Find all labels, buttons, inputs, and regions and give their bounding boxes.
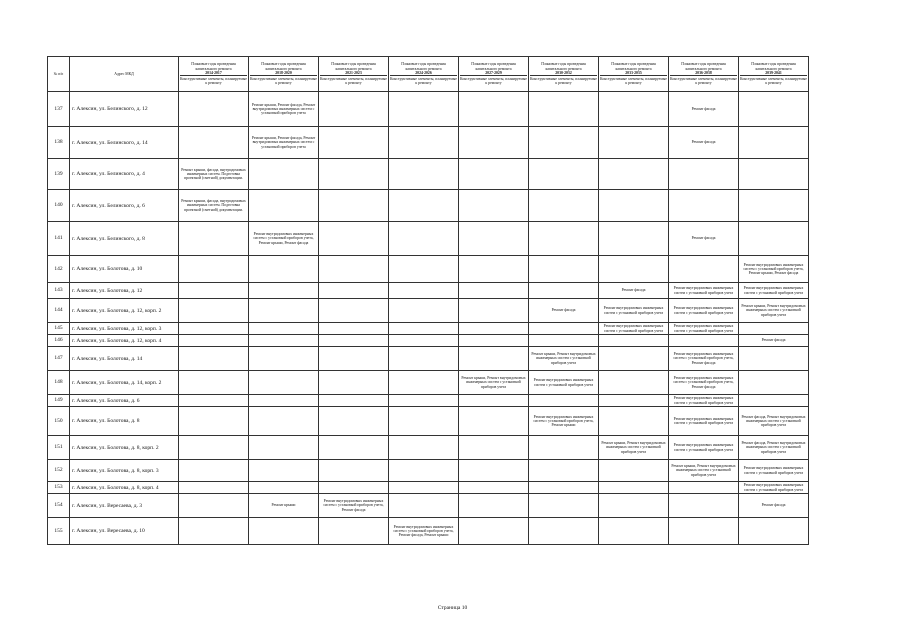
table-row [48, 159, 809, 190]
repair-work-cell [319, 335, 389, 347]
repair-work-cell: Ремонт внутридомовых инженерных систем с установкой приборов учета, Ремонт фасада [319, 494, 389, 518]
row-address: г. Алексин, ул. Болотова, д. 12 [70, 283, 179, 299]
header-period-label: Плановые годы проведения капитального ремонта [191, 62, 236, 71]
repair-work-cell [459, 395, 529, 407]
repair-work-cell [249, 518, 319, 545]
repair-work-cell: Ремонт внутридомовых инженерных систем с установкой приборов учета [529, 371, 599, 395]
repair-work-cell [389, 494, 459, 518]
repair-work-cell [389, 371, 459, 395]
header-period [669, 57, 739, 92]
repair-work-cell [249, 347, 319, 371]
repair-work-cell [179, 395, 249, 407]
repair-work-cell [599, 460, 669, 482]
header-period-years: 2039-2041 [740, 71, 807, 76]
header-period [599, 57, 669, 92]
header-period-elements: Конструктивные элементы, планируемые к ремонту [320, 77, 387, 86]
repair-work-cell [389, 436, 459, 460]
repair-work-cell: Ремонт крыши, Ремонт внутридомовых инженерных систем с установкой приборов учета [739, 299, 809, 323]
table-row [48, 222, 809, 256]
repair-work-cell [739, 222, 809, 256]
repair-work-cell [249, 190, 319, 222]
repair-work-cell [459, 482, 529, 494]
repair-work-cell: Ремонт внутридомовых инженерных систем с установкой приборов учета, Ремонт фасада [669, 347, 739, 371]
repair-work-cell [599, 190, 669, 222]
row-address: г. Алексин, ул. Болотова, д. 8, корп. 4 [70, 482, 179, 494]
repair-work-cell [179, 127, 249, 159]
repair-work-cell [669, 494, 739, 518]
repair-work-cell [389, 127, 459, 159]
repair-work-cell [389, 347, 459, 371]
repair-work-cell [249, 283, 319, 299]
repair-work-cell: Ремонт внутридомовых инженерных систем с установкой приборов учета [669, 407, 739, 436]
repair-work-cell: Ремонт фасада, Ремонт внутридомовых инженерных систем с установкой приборов учета [739, 407, 809, 436]
repair-work-cell [459, 92, 529, 127]
repair-work-cell [319, 371, 389, 395]
repair-work-cell: Ремонт внутридомовых инженерных систем с установкой приборов учета [669, 436, 739, 460]
repair-work-cell [599, 407, 669, 436]
row-number: 150 [48, 407, 70, 436]
repair-work-cell [179, 92, 249, 127]
repair-work-cell: Ремонт внутридомовых инженерных систем с установкой приборов учета [669, 395, 739, 407]
repair-work-cell [389, 92, 459, 127]
header-period-label: Плановые годы проведения капитального ремонта [541, 62, 586, 71]
repair-work-cell [459, 283, 529, 299]
row-number: 146 [48, 335, 70, 347]
repair-work-cell [179, 494, 249, 518]
row-address: г. Алексин, ул. Болотова, д. 8, корп. 2 [70, 436, 179, 460]
repair-work-cell: Ремонт фасада [669, 92, 739, 127]
row-address: г. Алексин, ул. Вересаева, д. 3 [70, 494, 179, 518]
row-number: 152 [48, 460, 70, 482]
repair-work-cell [389, 323, 459, 335]
header-period-label: Плановые годы проведения капитального ремонта [401, 62, 446, 71]
repair-work-cell [739, 395, 809, 407]
repair-work-cell [319, 299, 389, 323]
row-address: г. Алексин, ул. Болотова, д. 12, корп. 2 [70, 299, 179, 323]
repair-work-cell [319, 283, 389, 299]
repair-work-cell [319, 190, 389, 222]
row-address: г. Алексин, ул. Болотова, д. 14, корп. 2 [70, 371, 179, 395]
repair-work-cell [529, 283, 599, 299]
repair-work-cell [529, 92, 599, 127]
repair-work-cell [599, 127, 669, 159]
repair-work-cell: Ремонт фасада [669, 127, 739, 159]
header-period-label: Плановые годы проведения капитального ремонта [471, 62, 516, 71]
repair-work-cell [319, 518, 389, 545]
repair-work-cell [529, 159, 599, 190]
repair-work-cell [389, 283, 459, 299]
table-row [48, 323, 809, 335]
repair-work-cell [529, 436, 599, 460]
row-number: 148 [48, 371, 70, 395]
row-address: г. Алексин, ул. Белинского, д. 6 [70, 190, 179, 222]
repair-work-cell [459, 323, 529, 335]
repair-work-cell: Ремонт фасада [529, 299, 599, 323]
repair-work-cell [599, 518, 669, 545]
repair-work-cell: Ремонт крыши, Ремонт внутридомовых инженерных систем с установкой приборов учета [529, 347, 599, 371]
table-row [48, 347, 809, 371]
header-period-years: 2027-2029 [460, 71, 527, 76]
repair-work-cell [389, 299, 459, 323]
repair-work-cell [249, 256, 319, 283]
repair-work-cell [249, 371, 319, 395]
table-row [48, 92, 809, 127]
row-address: г. Алексин, ул. Белинского, д. 4 [70, 159, 179, 190]
repair-work-cell [459, 159, 529, 190]
table-row [48, 299, 809, 323]
repair-work-cell: Ремонт крыши, Ремонт внутридомовых инженерных систем с установкой приборов учета [599, 436, 669, 460]
repair-work-cell [599, 222, 669, 256]
repair-work-cell: Ремонт фасада [739, 335, 809, 347]
row-number: 140 [48, 190, 70, 222]
repair-work-cell [529, 335, 599, 347]
repair-work-cell [669, 335, 739, 347]
row-address: г. Алексин, ул. Белинского, д. 8 [70, 222, 179, 256]
repair-work-cell [669, 256, 739, 283]
repair-work-cell: Ремонт внутридомовых инженерных систем с установкой приборов учета [739, 283, 809, 299]
row-address: г. Алексин, ул. Болотова, д. 8 [70, 407, 179, 436]
repair-work-cell [459, 494, 529, 518]
repair-work-cell [459, 436, 529, 460]
repair-work-cell [389, 256, 459, 283]
table-row [48, 283, 809, 299]
row-address: г. Алексин, ул. Болотова, д. 8, корп. 3 [70, 460, 179, 482]
repair-work-cell [529, 323, 599, 335]
repair-work-cell [599, 371, 669, 395]
repair-work-cell: Ремонт фасада [739, 494, 809, 518]
repair-work-cell [739, 518, 809, 545]
header-period [529, 57, 599, 92]
repair-work-cell [529, 127, 599, 159]
header-period-years: 2018-2020 [250, 71, 317, 76]
row-number: 151 [48, 436, 70, 460]
row-address: г. Алексин, ул. Болотова, д. 12, корп. 3 [70, 323, 179, 335]
header-period [739, 57, 809, 92]
header-period-years: 2033-2035 [600, 71, 667, 76]
repair-work-cell [389, 407, 459, 436]
header-period-elements: Конструктивные элементы, планируемые к ремонту [530, 77, 597, 86]
repair-work-cell [529, 395, 599, 407]
header-period-years: 2024-2026 [390, 71, 457, 76]
header-period-years: 2014-2017 [180, 71, 247, 76]
repair-work-cell: Ремонт внутридомовых инженерных систем с установкой приборов учета [669, 299, 739, 323]
repair-work-cell [739, 159, 809, 190]
repair-work-cell: Ремонт внутридомовых инженерных систем с установкой приборов учета [739, 460, 809, 482]
row-number: 139 [48, 159, 70, 190]
repair-work-cell [389, 335, 459, 347]
repair-work-cell [529, 222, 599, 256]
table-row [48, 371, 809, 395]
repair-work-cell [459, 127, 529, 159]
repair-work-cell [249, 335, 319, 347]
repair-work-cell [319, 460, 389, 482]
repair-work-cell: Ремонт внутридомовых инженерных систем с установкой приборов учета [739, 482, 809, 494]
row-number: 143 [48, 283, 70, 299]
repair-work-cell [179, 323, 249, 335]
repair-work-cell [389, 159, 459, 190]
repair-work-cell [459, 335, 529, 347]
repair-work-cell [389, 460, 459, 482]
table-row [48, 494, 809, 518]
repair-work-cell: Ремонт внутридомовых инженерных систем с установкой приборов учета [669, 323, 739, 335]
repair-work-cell [459, 222, 529, 256]
repair-work-cell: Ремонт внутридомовых инженерных систем с установкой приборов учета, Ремонт крыши, Ремонт фасада [739, 256, 809, 283]
repair-work-cell [319, 222, 389, 256]
repair-work-cell [389, 190, 459, 222]
header-period [179, 57, 249, 92]
repair-work-cell [669, 482, 739, 494]
repair-work-cell [319, 323, 389, 335]
table-row [48, 482, 809, 494]
repair-work-cell [669, 159, 739, 190]
row-number: 141 [48, 222, 70, 256]
repair-work-cell [319, 482, 389, 494]
row-number: 137 [48, 92, 70, 127]
repair-work-cell [599, 92, 669, 127]
repair-work-cell: Ремонт крыши, Ремонт фасада, Ремонт внутридомовых инженерных систем с установкой приборов учета [249, 127, 319, 159]
repair-work-cell [739, 190, 809, 222]
header-period-years: 2036-2038 [670, 71, 737, 76]
header-period-elements: Конструктивные элементы, планируемые к ремонту [670, 77, 737, 86]
repair-work-cell [249, 436, 319, 460]
repair-work-cell [459, 299, 529, 323]
repair-work-cell [529, 518, 599, 545]
repair-work-cell [179, 299, 249, 323]
repair-work-cell [599, 347, 669, 371]
repair-work-cell: Ремонт фасада [599, 283, 669, 299]
repair-work-cell [179, 222, 249, 256]
page-number: Страница 10 [437, 605, 468, 611]
repair-work-cell [739, 92, 809, 127]
repair-work-cell [599, 335, 669, 347]
row-number: 149 [48, 395, 70, 407]
row-number: 155 [48, 518, 70, 545]
repair-work-cell [179, 335, 249, 347]
repair-work-cell [179, 347, 249, 371]
table-row [48, 256, 809, 283]
repair-work-cell: Ремонт фасада, Ремонт внутридомовых инженерных систем с установкой приборов учета [739, 436, 809, 460]
row-number: 147 [48, 347, 70, 371]
repair-work-cell: Ремонт внутридомовых инженерных систем с установкой приборов учета, Ремонт крыши, Ремонт фасада [249, 222, 319, 256]
repair-work-cell [669, 518, 739, 545]
header-period [249, 57, 319, 92]
repair-work-cell [459, 190, 529, 222]
repair-work-cell [319, 256, 389, 283]
table-row [48, 518, 809, 545]
row-address: г. Алексин, ул. Болотова, д. 12, корп. 4 [70, 335, 179, 347]
table-row [48, 335, 809, 347]
repair-work-cell [459, 518, 529, 545]
repair-work-cell [459, 347, 529, 371]
repair-work-cell [319, 395, 389, 407]
row-number: 145 [48, 323, 70, 335]
repair-work-cell [739, 127, 809, 159]
header-period-label: Плановые годы проведения капитального ремонта [261, 62, 306, 71]
repair-work-cell [529, 494, 599, 518]
repair-work-cell: Ремонт крыши, Ремонт фасада, Ремонт внутридомовых инженерных систем с установкой приборов учета [249, 92, 319, 127]
header-period-elements: Конструктивные элементы, планируемые к ремонту [180, 77, 247, 86]
table-row [48, 436, 809, 460]
repair-work-cell [249, 482, 319, 494]
repair-work-cell [739, 371, 809, 395]
table-row [48, 127, 809, 159]
row-address: г. Алексин, ул. Болотова, д. 6 [70, 395, 179, 407]
repair-work-cell [179, 460, 249, 482]
row-number: 138 [48, 127, 70, 159]
repair-work-cell [529, 460, 599, 482]
repair-work-cell [249, 323, 319, 335]
row-address: г. Алексин, ул. Белинского, д. 14 [70, 127, 179, 159]
repair-work-cell [179, 283, 249, 299]
table-body [48, 92, 809, 545]
row-number: 153 [48, 482, 70, 494]
row-number: 154 [48, 494, 70, 518]
repair-work-cell [459, 460, 529, 482]
repair-work-cell [249, 395, 319, 407]
repair-work-cell: Ремонт внутридомовых инженерных систем с установкой приборов учета [599, 299, 669, 323]
repair-work-cell [249, 460, 319, 482]
repair-work-cell [249, 159, 319, 190]
header-period-elements: Конструктивные элементы, планируемые к ремонту [250, 77, 317, 86]
repair-work-cell [319, 159, 389, 190]
repair-work-cell: Ремонт крыши [249, 494, 319, 518]
table-header-row [48, 57, 809, 92]
repair-work-cell [529, 482, 599, 494]
repair-work-cell [529, 256, 599, 283]
repair-work-cell [179, 518, 249, 545]
repair-work-cell: Ремонт крыши, фасада, внутридомовых инженерных систем. Подготовка проектной (сметной) документации. [179, 159, 249, 190]
repair-work-cell [179, 436, 249, 460]
row-number: 142 [48, 256, 70, 283]
header-period-label: Плановые годы проведения капитального ремонта [331, 62, 376, 71]
repair-work-cell [739, 347, 809, 371]
repair-work-cell [459, 256, 529, 283]
repair-work-cell: Ремонт внутридомовых инженерных систем с установкой приборов учета [669, 283, 739, 299]
repair-work-cell [599, 159, 669, 190]
header-period-elements: Конструктивные элементы, планируемые к ремонту [390, 77, 457, 86]
repair-work-cell [599, 482, 669, 494]
repair-work-cell [599, 395, 669, 407]
row-address: г. Алексин, ул. Белинского, д. 12 [70, 92, 179, 127]
repair-work-cell: Ремонт крыши, фасада, внутридомовых инженерных систем. Подготовка проектной (сметной) документации. [179, 190, 249, 222]
repair-work-cell [389, 482, 459, 494]
repair-work-cell [599, 494, 669, 518]
repair-work-cell [739, 323, 809, 335]
repair-work-cell [179, 371, 249, 395]
table-row [48, 460, 809, 482]
repair-work-cell [459, 407, 529, 436]
repair-work-cell [179, 482, 249, 494]
header-period-elements: Конструктивные элементы, планируемые к ремонту [600, 77, 667, 86]
repair-work-cell: Ремонт крыши, Ремонт внутридомовых инженерных систем с установкой приборов учета [669, 460, 739, 482]
repair-work-cell [319, 92, 389, 127]
header-address: Адрес МКД [70, 57, 179, 92]
repair-work-cell [249, 299, 319, 323]
row-address: г. Алексин, ул. Вересаева, д. 10 [70, 518, 179, 545]
header-period-elements: Конструктивные элементы, планируемые к ремонту [460, 77, 527, 86]
repair-work-cell [319, 127, 389, 159]
repair-work-cell [319, 407, 389, 436]
header-period [459, 57, 529, 92]
header-period-elements: Конструктивные элементы, планируемые к ремонту [740, 77, 807, 86]
row-address: г. Алексин, ул. Болотова, д. 10 [70, 256, 179, 283]
repair-work-cell: Ремонт внутридомовых инженерных систем с установкой приборов учета [599, 323, 669, 335]
table-row [48, 190, 809, 222]
header-period-label: Плановые годы проведения капитального ремонта [681, 62, 726, 71]
header-period-years: 2030-2032 [530, 71, 597, 76]
header-period [319, 57, 389, 92]
repair-work-cell [599, 256, 669, 283]
repair-work-cell: Ремонт фасада [669, 222, 739, 256]
repair-work-cell [389, 395, 459, 407]
repair-schedule-table [47, 56, 809, 545]
header-period-label: Плановые годы проведения капитального ремонта [611, 62, 656, 71]
repair-work-cell [669, 190, 739, 222]
repair-work-cell: Ремонт крыши, Ремонт внутридомовых инженерных систем с установкой приборов учета [459, 371, 529, 395]
repair-work-cell [249, 407, 319, 436]
repair-work-cell: Ремонт внутридомовых инженерных систем с установкой приборов учета, Ремонт фасада [669, 371, 739, 395]
repair-work-cell [529, 190, 599, 222]
repair-work-cell: Ремонт внутридомовых инженерных систем с установкой приборов учета, Ремонт фасада, Ремонт крыши [389, 518, 459, 545]
row-number: 144 [48, 299, 70, 323]
header-period-label: Плановые годы проведения капитального ремонта [751, 62, 796, 71]
repair-work-cell [319, 436, 389, 460]
header-num: № п/п [48, 57, 70, 92]
repair-work-cell: Ремонт внутридомовых инженерных систем с установкой приборов учета, Ремонт крыши [529, 407, 599, 436]
document-page [47, 56, 809, 545]
table-row [48, 407, 809, 436]
repair-work-cell [319, 347, 389, 371]
repair-work-cell [179, 407, 249, 436]
header-period-years: 2021-2023 [320, 71, 387, 76]
repair-work-cell [179, 256, 249, 283]
header-period [389, 57, 459, 92]
row-address: г. Алексин, ул. Болотова, д. 14 [70, 347, 179, 371]
repair-work-cell [389, 222, 459, 256]
table-row [48, 395, 809, 407]
